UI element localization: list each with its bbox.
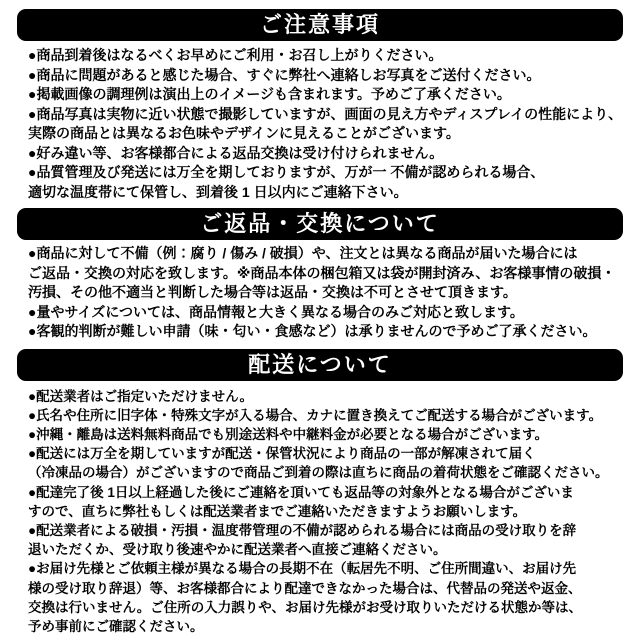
section-body-returns [0,240,640,346]
notice-line: すので、直ちに弊社もしくは配送業者までご連絡いただきますようお願いします。 [28,503,527,519]
section-header-shipping: 配送について [17,349,623,381]
notice-line: 実際の商品とは異なるお色味やデザインに見えることがございます。 [28,125,460,141]
notice-line: 予め事前にご確認ください。 [28,618,204,634]
notice-line: 汚損、その他不適当と判断した場合等は返品・交換は不可とさせて頂きます。 [28,284,517,300]
notice-line: 様の受け取り辞退）等、お客様都合により配達できなかった場合は、代替品の発送や返金、 [28,580,582,596]
notice-line: 退いただくか、受け取り後速やかに配送業者へ直接ご連絡ください。 [28,542,447,558]
notice-line: ●量やサイズについては、商品情報と大きく異なる場合のみご対応と致します。 [28,303,524,320]
notice-line: ●商品に対して不備（例：腐り / 傷み / 破損）や、注文とは異なる商品が届いた場合には [28,245,578,261]
notice-line: ●商品に問題があると感じた場合、すぐに弊社へ連絡しお写真をご送付ください。 [28,66,541,83]
notice-line: 適切な温度帯にて保管し、到着後 1 日以内にご連絡下さい。 [28,183,408,200]
section-header-notes: ご注意事項 [17,9,623,41]
section-returns [0,208,640,346]
notice-line: 交換は行いません。ご住所の入力誤りや、お届け先様がお受け取りいただける状態か等は、 [28,599,583,615]
notice-line: ご返品・交換の対応を致します。※商品本体の梱包箱又は袋が開封済み、お客様事情の破損・ [28,264,616,281]
notice-line: ●商品到着後はなるべくお早めにご利用・お召し上がりください。 [28,47,443,63]
notice-line: ●品質管理及び発送には万全を期しておりますが、万が一 不備が認められる場合、 [28,164,545,180]
notice-line: ●配達完了後 1日以上経過した後にご連絡を頂いても返品等の対象外となる場合がございま [28,484,574,500]
notice-line: （冷凍品の場合）がございますので商品ご到着の際は直ちに商品の着荷状態をご確認ください。 [28,465,609,481]
notice-line: ●沖縄・離島は送料無料商品でも別途送料や中継料金が必要となる場合がございます。 [28,426,549,442]
section-body-shipping [0,381,640,637]
notice-line: ●配送には万全を期していますが配送・保管状況により商品の一部が解凍されて届く [28,446,536,462]
section-shipping [0,349,640,637]
section-body-notes [0,41,640,205]
notice-line: ●配送業者による破損・汚損・温度帯管理の不備が認められる場合には商品の受け取りを辞 [28,522,577,538]
notice-line: ●客観的判断が難しい申請（味・匂い・食感など）は承りませんので予めご了承ください。 [28,323,597,339]
notice-line: ●好み違い等、お客様都合による返品交換は受け付けられません。 [28,144,444,161]
notice-line: ●お届け先様とご依頼主様が異なる場合の長期不在（転居先不明、ご住所間違い、お届け先 [28,561,577,577]
notice-line: ●氏名や住所に旧字体・特殊文字が入る場合、カナに置き換えてご配送する場合がございます。 [28,407,603,423]
section-notes [0,9,640,205]
notice-line: ●掲載画像の調理例は演出上のイメージも含まれます。予めご了承ください。 [28,86,511,102]
section-header-returns: ご返品・交換について [17,208,623,240]
notice-line: ●配送業者はご指定いただけません。 [28,388,253,404]
notice-line: ●商品写真は実物に近い状態で撮影していますが、画面の見え方やディスプレイの性能により、 [28,105,623,122]
